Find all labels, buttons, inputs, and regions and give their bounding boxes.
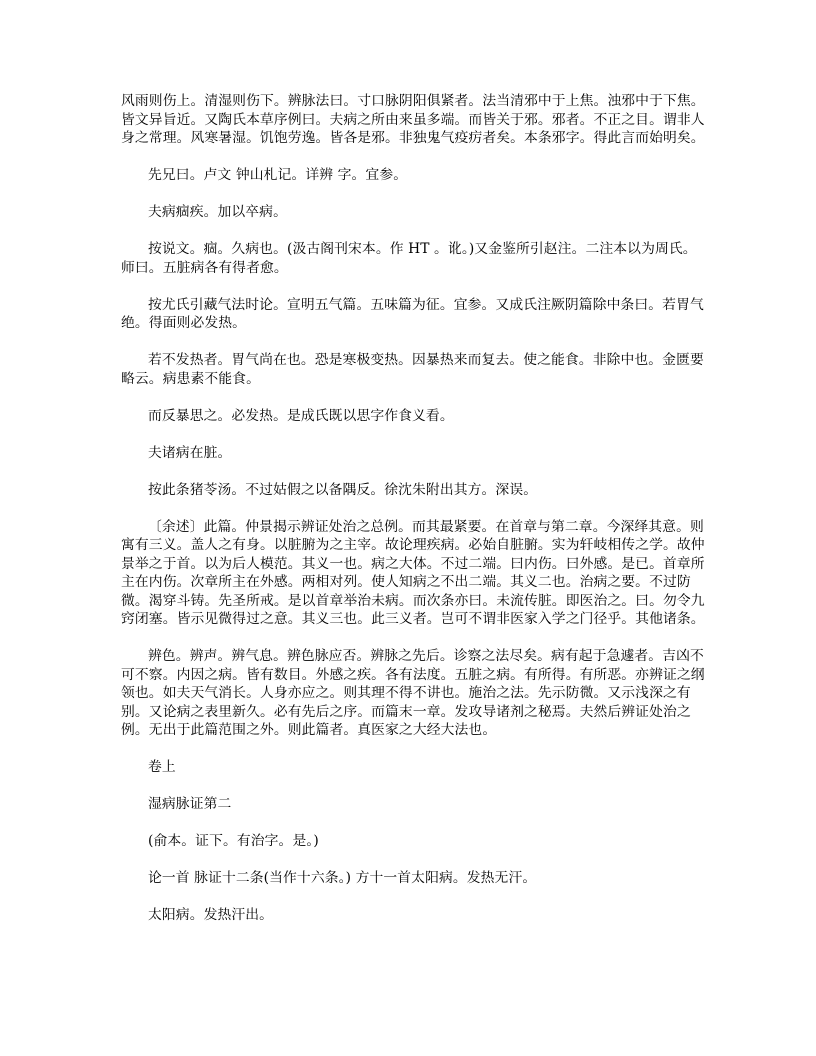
paragraph-7: 而反暴思之。必发热。是成氏既以思字作食义看。	[148, 407, 454, 424]
volume-heading: 卷上	[148, 759, 176, 775]
chapter-heading: 湿病脉证第二	[148, 796, 232, 812]
paragraph-14: (俞本。证下。有治字。是。)	[148, 833, 319, 849]
paragraph-11: 辨色。辨声。辨气息。辨色脉应否。辨脉之先后。诊察之法尽矣。病有起于急遽者。吉凶不可不察。内因之病。皆有数目。外感之疾。各有法度。五脏之病。有所得。有所恶。亦辨证之纲领也。如夫天气消长。人身亦应之。则其理不得不讲也。施治之法。先示防微。又示浅深之有别。又论病之表里新久。必有先后之序。而篇末一章。发攻导诸剂之秘焉。夫然后辨证处治之例。无出于此篇范围之外。则此篇者。真医家之大经大法也。	[121, 648, 705, 738]
paragraph-15: 论一首 脉证十二条(当作十六条。) 方十一首太阳病。发热无汗。	[148, 870, 537, 886]
paragraph-2: 先兄曰。卢文 钟山札记。详辨 字。宜参。	[148, 167, 408, 183]
paragraph-3: 夫病痼疾。加以卒病。	[148, 204, 287, 220]
paragraph-4: 按说文。痼。久病也。(汲古阁刊宋本。作 HT 。讹。)又金鉴所引赵注。二注本以为周氏。师曰。五脏病各有得者愈。	[121, 241, 697, 276]
paragraph-10: 〔余述〕此篇。仲景揭示辨证处治之总例。而其最紧要。在首章与第二章。今深绎其意。则寓有三义。盖人之有身。以脏腑为之主宰。故论理疾病。必始自脏腑。实为轩岐相传之学。故仲景举之于首。以为后人模范。其义一也。病之大体。不过二端。曰内伤。曰外感。是已。首章所主在内伤。次章所主在外感。两相对列。使人知病之不出二端。其义二也。治病之要。不过防微。渴穿斗铸。先圣所戒。是以首章举治未病。而次条亦曰。未流传脏。即医治之。曰。勿令九窍闭塞。皆示见微得过之意。其义三也。此三义者。岂可不谓非医家入学之门径乎。其他诸条。	[121, 518, 705, 627]
paragraph-16: 太阳病。发热汗出。	[148, 907, 274, 923]
paragraph-6: 若不发热者。胃气尚在也。恐是寒极变热。因暴热来而复去。使之能食。非除中也。金匮要略云。病患素不能食。	[121, 352, 704, 387]
paragraph-1: 风雨则伤上。清湿则伤下。辨脉法曰。寸口脉阴阳俱紧者。法当清邪中于上焦。浊邪中于下焦。皆文异旨近。又陶氏本草序例曰。夫病之所由来虽多端。而皆关于邪。邪者。不正之目。谓非人身之常理。风寒暑湿。饥饱劳逸。皆各是邪。非独鬼气疫疠者矣。本条邪字。得此言而始明矣。	[121, 93, 705, 146]
paragraph-5: 按尤氏引藏气法时论。宣明五气篇。五味篇为征。宜参。又成氏注厥阴篇除中条曰。若胃气绝。得面则必发热。	[121, 296, 704, 331]
paragraph-9: 按此条猪苓汤。不过姑假之以备隅反。徐沈朱附出其方。深误。	[148, 481, 538, 498]
paragraph-8: 夫诸病在脏。	[148, 444, 232, 461]
